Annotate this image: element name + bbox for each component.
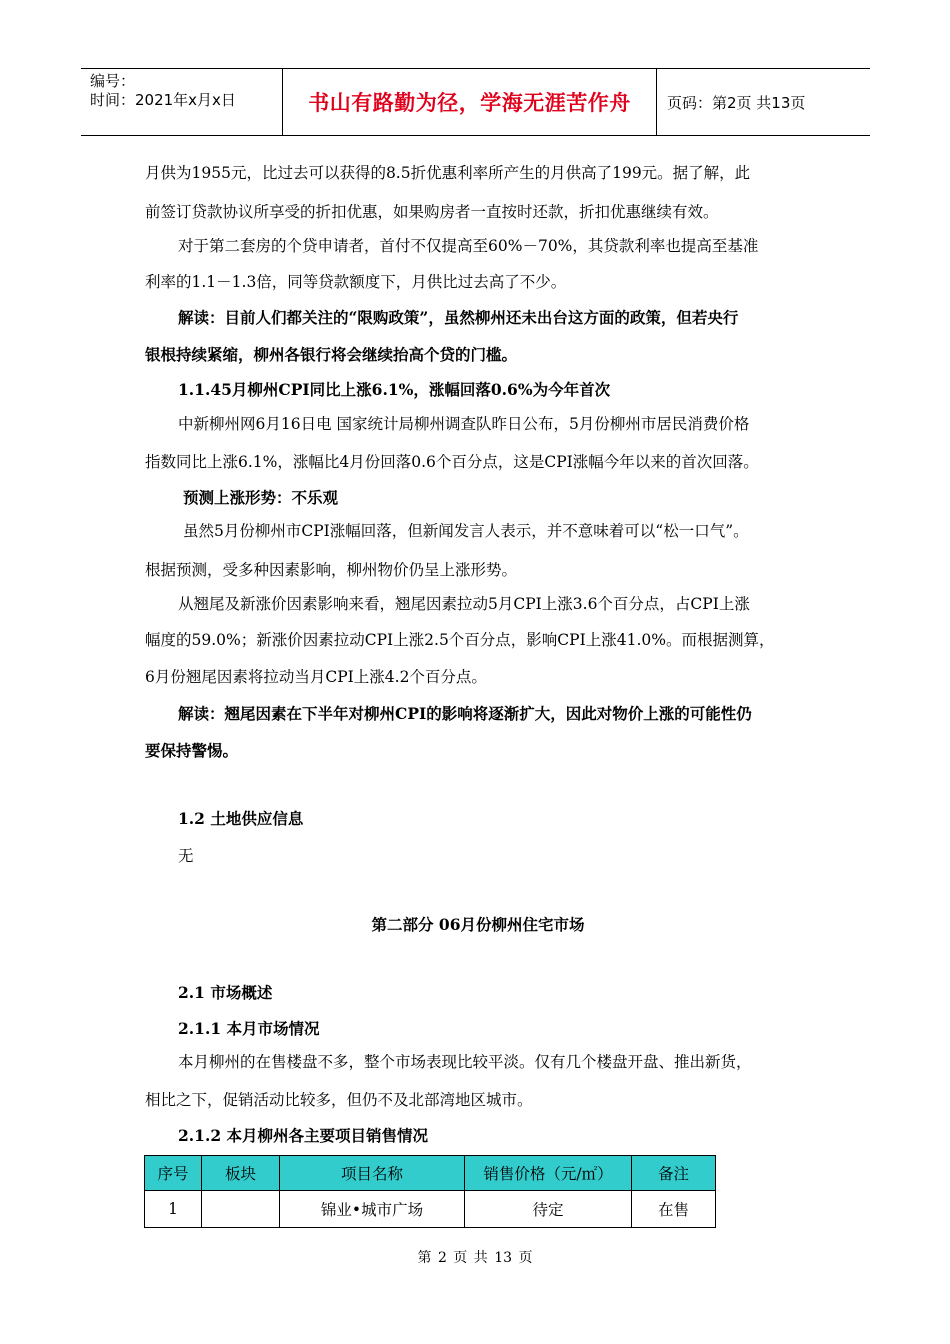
page-header [81,68,870,136]
section-heading: 2.1.1 本月市场情况 [178,1019,320,1038]
paragraph-line: 幅度的59.0%；新涨价因素拉动CPI上涨2.5个百分点，影响CPI上涨41.0%。而根据测算， [145,631,775,649]
commentary-line: 解读：目前人们都关注的“限购政策”，虽然柳州还未出台这方面的政策，但若央行 [178,308,739,327]
header-page-info: 页码：第2页 共13页 [667,93,806,112]
commentary-line: 解读：翘尾因素在下半年对柳州CPI的影响将逐渐扩大，因此对物价上涨的可能性仍 [178,704,752,723]
table-header-cell: 销售价格（元/㎡） [465,1156,632,1191]
table-cell [202,1191,280,1228]
paragraph-line: 虽然5月份柳州市CPI涨幅回落，但新闻发言人表示，并不意味着可以“松一口气”。 [183,522,749,540]
paragraph-line: 本月柳州的在售楼盘不多，整个市场表现比较平淡。仅有几个楼盘开盘、推出新货， [178,1053,752,1071]
part-title: 第二部分 06月份柳州住宅市场 [371,915,585,934]
table-header-cell: 序号 [145,1156,202,1191]
header-divider [656,69,657,135]
section-heading: 2.1.2 本月柳州各主要项目销售情况 [178,1126,429,1145]
page-footer: 第 2 页 共 13 页 [417,1250,533,1266]
commentary-line: 要保持警惕。 [145,741,239,760]
paragraph-line: 从翘尾及新涨价因素影响来看，翘尾因素拉动5月CPI上涨3.6个百分点，占CPI上涨 [178,595,750,613]
paragraph-line: 根据预测，受多种因素影响，柳州物价仍呈上涨形势。 [145,561,518,579]
table-header-cell: 备注 [632,1156,716,1191]
subheading: 预测上涨形势：不乐观 [183,488,339,507]
paragraph-line: 相比之下，促销活动比较多，但仍不及北部湾地区城市。 [145,1091,533,1109]
paragraph-line: 无 [178,847,194,865]
table-cell: 待定 [465,1191,632,1228]
header-meta [81,69,281,135]
header-motto: 书山有路勤为径，学海无涯苦作舟 [308,91,631,115]
date-label: 时间：2021年x月x日 [90,91,236,109]
section-heading: 1.1.45月柳州CPI同比上涨6.1%，涨幅回落0.6%为今年首次 [178,380,611,399]
paragraph-line: 中新柳州网6月16日电 国家统计局柳州调查队昨日公布，5月份柳州市居民消费价格 [178,415,750,433]
paragraph-line: 对于第二套房的个贷申请者，首付不仅提高至60%－70%，其贷款利率也提高至基准 [178,237,759,255]
commentary-line: 银根持续紧缩，柳州各银行将会继续抬高个贷的门槛。 [145,345,518,364]
table-cell: 锦业•城市广场 [280,1191,465,1228]
table-header-row [145,1156,716,1191]
table-cell: 在售 [632,1191,716,1228]
section-heading: 1.2 土地供应信息 [178,809,304,828]
paragraph-line: 月供为1955元，比过去可以获得的8.5折优惠利率所产生的月供高了199元。据了解，此 [145,164,751,182]
sales-table [144,1155,716,1228]
table-header-cell: 板块 [202,1156,280,1191]
section-heading: 2.1 市场概述 [178,983,273,1002]
table-row [145,1191,716,1228]
paragraph-line: 指数同比上涨6.1%，涨幅比4月份回落0.6个百分点，这是CPI涨幅今年以来的首次回落。 [145,453,759,471]
number-label: 编号： [90,72,136,90]
paragraph-line: 6月份翘尾因素将拉动当月CPI上涨4.2个百分点。 [145,668,487,686]
paragraph-line: 前签订贷款协议所享受的折扣优惠，如果购房者一直按时还款，折扣优惠继续有效。 [145,203,719,221]
table-cell: 1 [145,1191,202,1228]
paragraph-line: 利率的1.1－1.3倍，同等贷款额度下，月供比过去高了不少。 [145,273,567,291]
table-header-cell: 项目名称 [280,1156,465,1191]
